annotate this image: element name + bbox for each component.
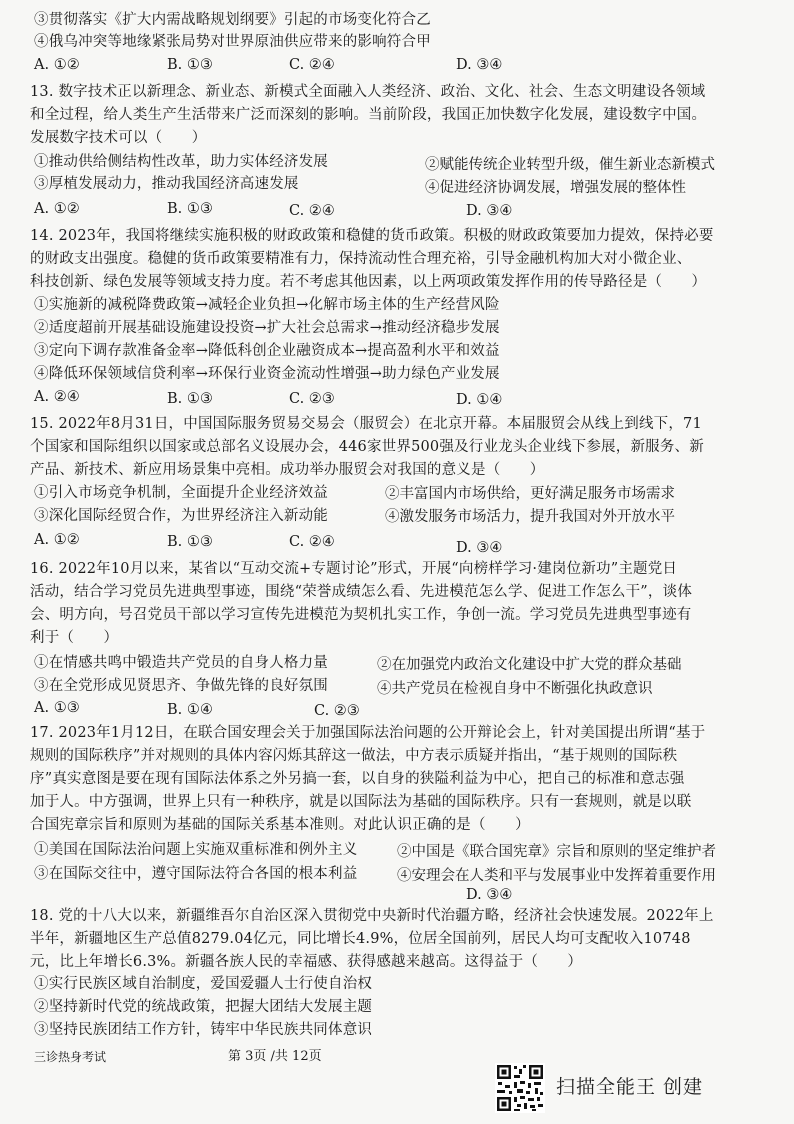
q13-answer-a: A. ①②: [34, 201, 80, 217]
q16-option-4: ④共产党员在检视自身中不断强化执政意识: [377, 681, 653, 697]
q16-answer-b: B. ①④: [167, 702, 213, 718]
q15-answer-c: C. ②④: [289, 534, 335, 550]
q15-option-1: ①引入市场竞争机制，全面提升企业经济效益: [34, 485, 328, 501]
q14-stem-line-3: 科技创新、绿色发展等领域支持力度。若不考虑其他因素，以上两项政策发挥作用的传导路径是（ ）: [30, 274, 707, 290]
q18-stem-line-3: 元，比上年增长6.3%。新疆各族人民的幸福感、获得感越来越高。这得益于（ ）: [30, 954, 583, 970]
qr-code-icon: [495, 1063, 545, 1113]
q13-answer-d: D. ③④: [466, 203, 513, 219]
q15-stem-line-3: 产品、新技术、新应用场景集中亮相。成功举办服贸会对我国的意义是（ ）: [30, 462, 545, 478]
q13-option-4: ④促进经济协调发展，增强发展的整体性: [425, 180, 686, 196]
q16-stem-line-3: 会、明方向，号召党员干部以学习宣传先进模范为契机扎实工作，争创一流。学习党员先进典型事迹有: [30, 607, 692, 623]
q18-stem-line-1: 18. 党的十八大以来，新疆维吾尔自治区深入贯彻党中央新时代治疆方略，经济社会快速发展。2022年上: [30, 908, 714, 924]
q16-answer-a: A. ①③: [34, 700, 80, 716]
q18-option-1: ①实行民族区域自治制度，爱国爱疆人士行使自治权: [34, 976, 373, 992]
q14-option-2: ②适度超前开展基础设施建设投资→扩大社会总需求→推动经济稳步发展: [34, 320, 500, 336]
q15-option-4: ④激发服务市场活力，提升我国对外开放水平: [385, 509, 675, 525]
footer-page-number: 第 3页 /共 12页: [228, 1049, 322, 1064]
q14-stem-line-1: 14. 2023年，我国将继续实施积极的财政政策和稳健的货币政策。积极的财政政策要加力提效，保持必要: [30, 228, 714, 244]
q13-option-3: ③厚植发展动力，推动我国经济高速发展: [34, 176, 299, 192]
q14-answer-d: D. ①④: [456, 392, 503, 408]
q17-option-1: ①美国在国际法治问题上实施双重标准和例外主义: [34, 842, 358, 858]
q17-stem-line-1: 17. 2023年1月12日，在联合国安理会关于加强国际法治问题的公开辩论会上，针对美国提出所谓“基于: [30, 725, 706, 741]
q14-answer-a: A. ②④: [34, 389, 80, 405]
q17-option-2: ②中国是《联合国宪章》宗旨和原则的坚定维护者: [397, 844, 716, 860]
q14-answer-b: B. ①③: [167, 391, 213, 407]
q16-option-1: ①在情感共鸣中锻造共产党员的自身人格力量: [34, 655, 328, 671]
q13-answer-c: C. ②④: [289, 203, 335, 219]
q13-stem-line-2: 和全过程，给人类生产生活带来广泛而深刻的影响。当前阶段，我国正加快数字化发展，建设数字中国。: [30, 107, 707, 123]
q12-option-4: ④俄乌冲突等地缘紧张局势对世界原油供应带来的影响符合甲: [34, 34, 431, 50]
q14-option-3: ③定向下调存款准备金率→降低科创企业融资成本→提高盈利水平和效益: [34, 343, 500, 359]
q17-option-3: ③在国际交往中，遵守国际法符合各国的根本利益: [34, 866, 358, 882]
q15-answer-b: B. ①③: [167, 534, 213, 550]
q15-stem-line-1: 15. 2022年8月31日，中国国际服务贸易交易会（服贸会）在北京开幕。本届服贸会从线上到线下，71: [30, 416, 702, 432]
q12-answer-d: D. ③④: [456, 57, 503, 73]
q16-option-3: ③在全党形成见贤思齐、争做先锋的良好氛围: [34, 678, 328, 694]
q14-answer-c: C. ②③: [289, 391, 335, 407]
q12-option-3: ③贯彻落实《扩大内需战略规划纲要》引起的市场变化符合乙: [34, 12, 431, 28]
q13-stem-line-3: 发展数字技术可以（ ）: [30, 130, 207, 146]
q18-option-2: ②坚持新时代党的统战政策，把握大团结大发展主题: [34, 999, 373, 1015]
q16-answer-c: C. ②③: [314, 703, 360, 719]
q15-option-2: ②丰富国内市场供给，更好满足服务市场需求: [385, 486, 675, 502]
q17-stem-line-4: 加于人。中方强调，世界上只有一种秩序，就是以国际法为基础的国际秩序。只有一套规则，就是以联: [30, 794, 692, 810]
q16-stem-line-4: 利于（ ）: [30, 630, 119, 646]
q14-option-4: ④降低环保领域信贷利率→环保行业资金流动性增强→助力绿色产业发展: [34, 366, 500, 382]
q13-answer-b: B. ①③: [167, 201, 213, 217]
q15-answer-a: A. ①②: [34, 532, 80, 548]
scanner-watermark: 扫描全能王 创建: [556, 1076, 704, 1098]
q18-stem-line-2: 半年，新疆地区生产总值8279.04亿元，同比增长4.9%，位居全国前列，居民人均可支配收入10748: [30, 931, 691, 947]
q17-answer-d: D. ③④: [466, 887, 513, 903]
q17-stem-line-2: 规则的国际秩序”并对规则的具体内容闪烁其辞这一做法，中方表示质疑并指出，“基于规则的国际秩: [30, 748, 678, 764]
q18-option-3: ③坚持民族团结工作方针，铸牢中华民族共同体意识: [34, 1022, 373, 1038]
q17-option-4: ④安理会在人类和平与发展事业中发挥着重要作用: [397, 868, 716, 884]
q13-stem-line-1: 13. 数字技术正以新理念、新业态、新模式全面融入人类经济、政治、文化、社会、生态文明建设各领域: [30, 84, 706, 100]
q12-answer-b: B. ①③: [167, 57, 213, 73]
q14-option-1: ①实施新的减税降费政策→减轻企业负担→化解市场主体的生产经营风险: [34, 297, 500, 313]
footer-exam-name: 三诊热身考试: [34, 1050, 107, 1064]
q16-stem-line-1: 16. 2022年10月以来，某省以“互动交流+专题讨论”形式，开展“向榜样学习·建岗位新功”主题党日: [30, 561, 678, 577]
q13-option-1: ①推动供给侧结构性改革，助力实体经济发展: [34, 154, 328, 170]
q15-stem-line-2: 个国家和国际组织以国家或总部名义设展办会，446家世界500强及行业龙头企业线下参展，新服务、新: [30, 439, 704, 455]
q14-stem-line-2: 的财政支出强度。稳健的货币政策要精准有力，保持流动性合理充裕，引导金融机构加大对小微企业、: [30, 251, 692, 267]
q16-stem-line-2: 活动，结合学习党员先进典型事迹，围绕“荣誉成绩怎么看、先进模范怎么学、促进工作怎么干”，谈体: [30, 584, 693, 600]
q12-answer-a: A. ①②: [34, 57, 80, 73]
q17-stem-line-3: 序”真实意图是要在现有国际法体系之外另搞一套，以自身的狭隘利益为中心，把自己的标准和意志强: [30, 771, 685, 787]
q17-stem-line-5: 合国宪章宗旨和原则为基础的国际关系基本准则。对此认识正确的是（ ）: [30, 817, 530, 833]
q13-option-2: ②赋能传统企业转型升级，催生新业态新模式: [425, 157, 715, 173]
q15-answer-d: D. ③④: [456, 540, 503, 556]
q15-option-3: ③深化国际经贸合作，为世界经济注入新动能: [34, 508, 328, 524]
q16-option-2: ②在加强党内政治文化建设中扩大党的群众基础: [377, 657, 682, 673]
q12-answer-c: C. ②④: [289, 57, 335, 73]
